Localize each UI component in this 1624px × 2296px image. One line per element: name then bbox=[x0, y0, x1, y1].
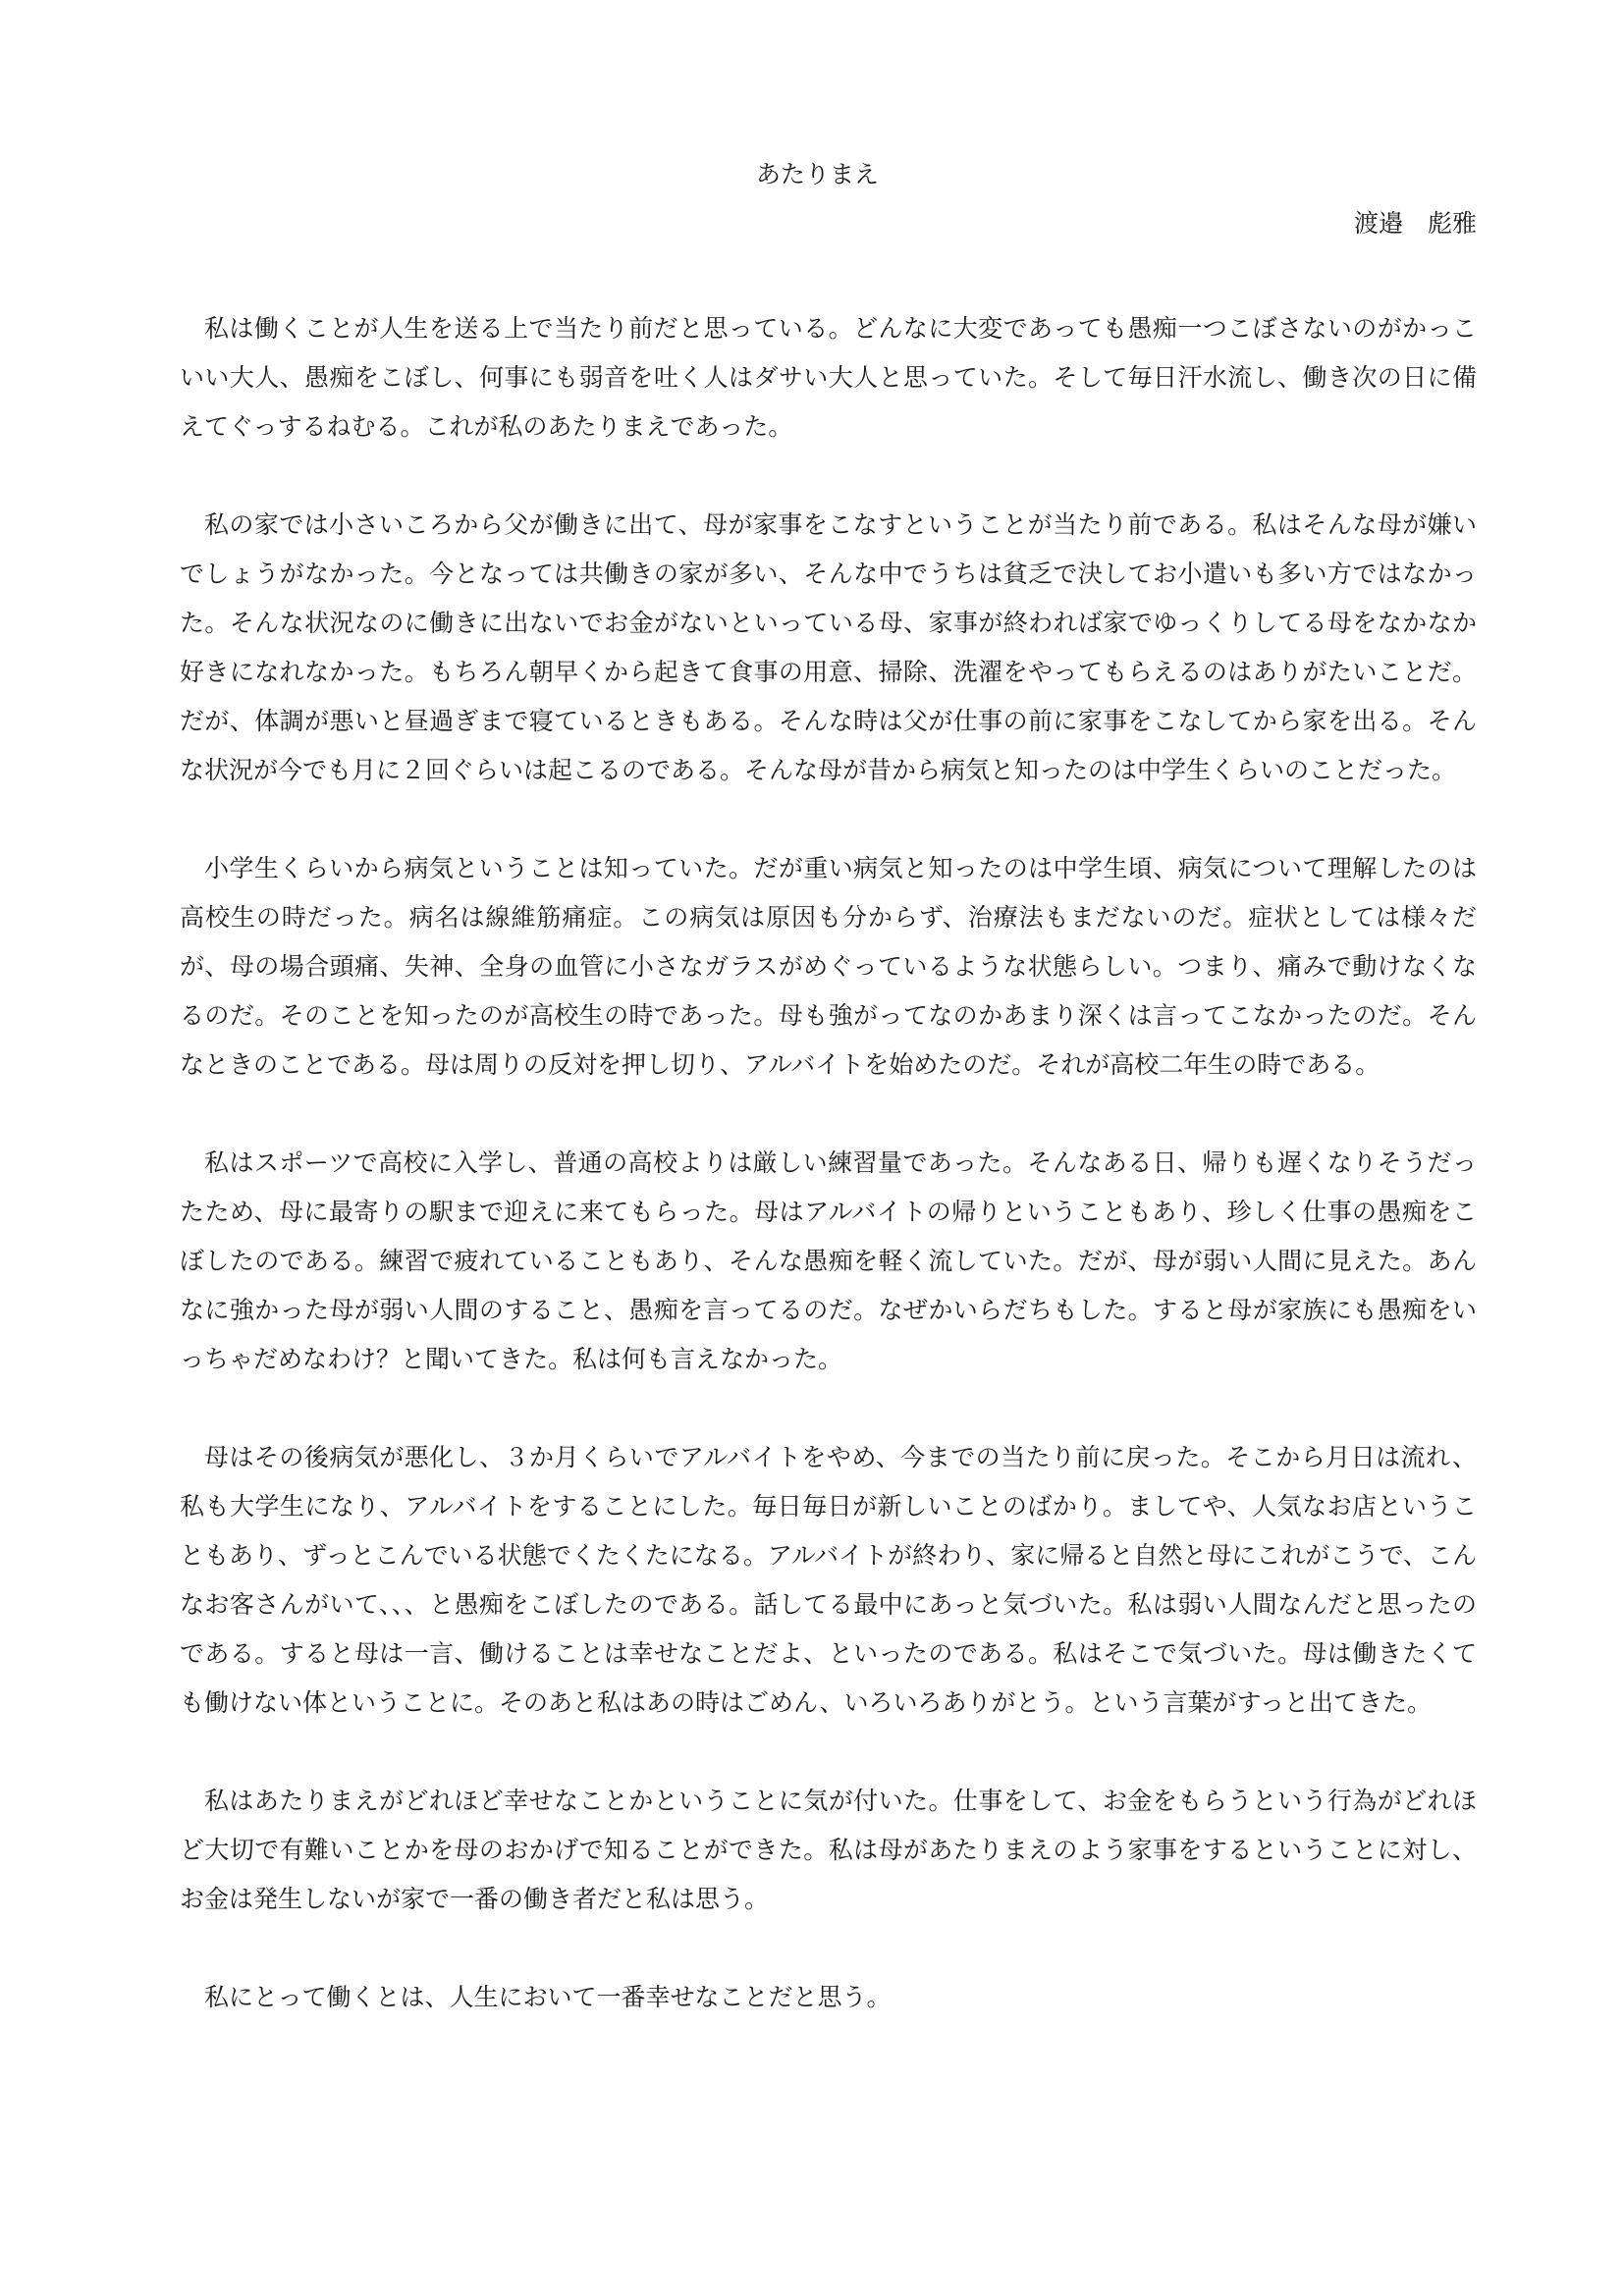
paragraph-1: 私は働くことが人生を送る上で当たり前だと思っている。どんなに大変であっても愚痴一つこぼさないのがかっこいい大人、愚痴をこぼし、何事にも弱音を吐く人はダサい大人と思っていた。そして毎日汗水流し、働き次の日に備えてぐっするねむる。これが私のあたりまえであった。 bbox=[180, 314, 1477, 441]
paragraph-3: 小学生くらいから病気ということは知っていた。だが重い病気と知ったのは中学生頃、病気について理解したのは高校生の時だった。病名は線維筋痛症。この病気は原因も分からず、治療法もまだないのだ。症状としては様々だが、母の場合頭痛、失神、全身の血管に小さなガラスがめぐっているような状態らしい。つまり、痛みで動けなくなるのだ。そのことを知ったのが高校生の時であった。母も強がってなのかあまり深くは言ってこなかったのだ。そんなときのことである。母は周りの反対を押し切り、アルバイトを始めたのだ。それが高校二年生の時である。 bbox=[180, 854, 1477, 1079]
paragraph-4: 私はスポーツで高校に入学し、普通の高校よりは厳しい練習量であった。そんなある日、帰りも遅くなりそうだったため、母に最寄りの駅まで迎えに来てもらった。母はアルバイトの帰りということもあり、珍しく仕事の愚痴をこぼしたのである。練習で疲れていることもあり、そんな愚痴を軽く流していた。だが、母が弱い人間に見えた。あんなに強かった母が弱い人間のすること、愚痴を言ってるのだ。なぜかいらだちもした。すると母が家族にも愚痴をいっちゃだめなわけ？と聞いてきた。私は何も言えなかった。 bbox=[180, 1148, 1477, 1373]
paragraph-7: 私にとって働くとは、人生において一番幸せなことだと思う。 bbox=[204, 1983, 892, 2011]
paragraph-2: 私の家では小さいころから父が働きに出て、母が家事をこなすということが当たり前である。私はそんな母が嫌いでしょうがなかった。今となっては共働きの家が多い、そんな中でうちは貧乏で決してお小遣いも多い方ではなかった。そんな状況なのに働きに出ないでお金がないといっている母、家事が終われば家でゆっくりしてる母をなかなか好きになれなかった。もちろん朝早くから起きて食事の用意、掃除、洗濯をやってもらえるのはありがたいことだ。だが、体調が悪いと昼過ぎまで寝ているときもある。そんな時は父が仕事の前に家事をこなしてから家を出る。そんな状況が今でも月に２回ぐらいは起こるのである。そんな母が昔から病気と知ったのは中学生くらいのことだった。 bbox=[180, 510, 1477, 784]
paragraph-6: 私はあたりまえがどれほど幸せなことかということに気が付いた。仕事をして、お金をもらうという行為がどれほど大切で有難いことかを母のおかげで知ることができた。私は母があたりまえのよう家事をするということに対し、お金は発生しないが家で一番の働き者だと私は思う。 bbox=[180, 1787, 1477, 1913]
paragraph-5: 母はその後病気が悪化し、３か月くらいでアルバイトをやめ、今までの当たり前に戻った。そこから月日は流れ、私も大学生になり、アルバイトをすることにした。毎日毎日が新しいことのばかり。ましてや、人気なお店ということもあり、ずっとこんでいる状態でくたくたになる。アルバイトが終わり、家に帰ると自然と母にこれがこうで、こんなお客さんがいて、、、と愚痴をこぼしたのである。話してる最中にあっと気づいた。私は弱い人間なんだと思ったのである。すると母は一言、働けることは幸せなことだよ、といったのである。私はそこで気づいた。母は働きたくても働けない体ということに。そのあと私はあの時はごめん、いろいろありがとう。という言葉がすっと出てきた。 bbox=[180, 1443, 1477, 1717]
author-name: 渡邉 彪雅 bbox=[1353, 209, 1477, 238]
essay-title: あたりまえ bbox=[755, 160, 879, 188]
essay-body bbox=[180, 304, 1477, 2022]
